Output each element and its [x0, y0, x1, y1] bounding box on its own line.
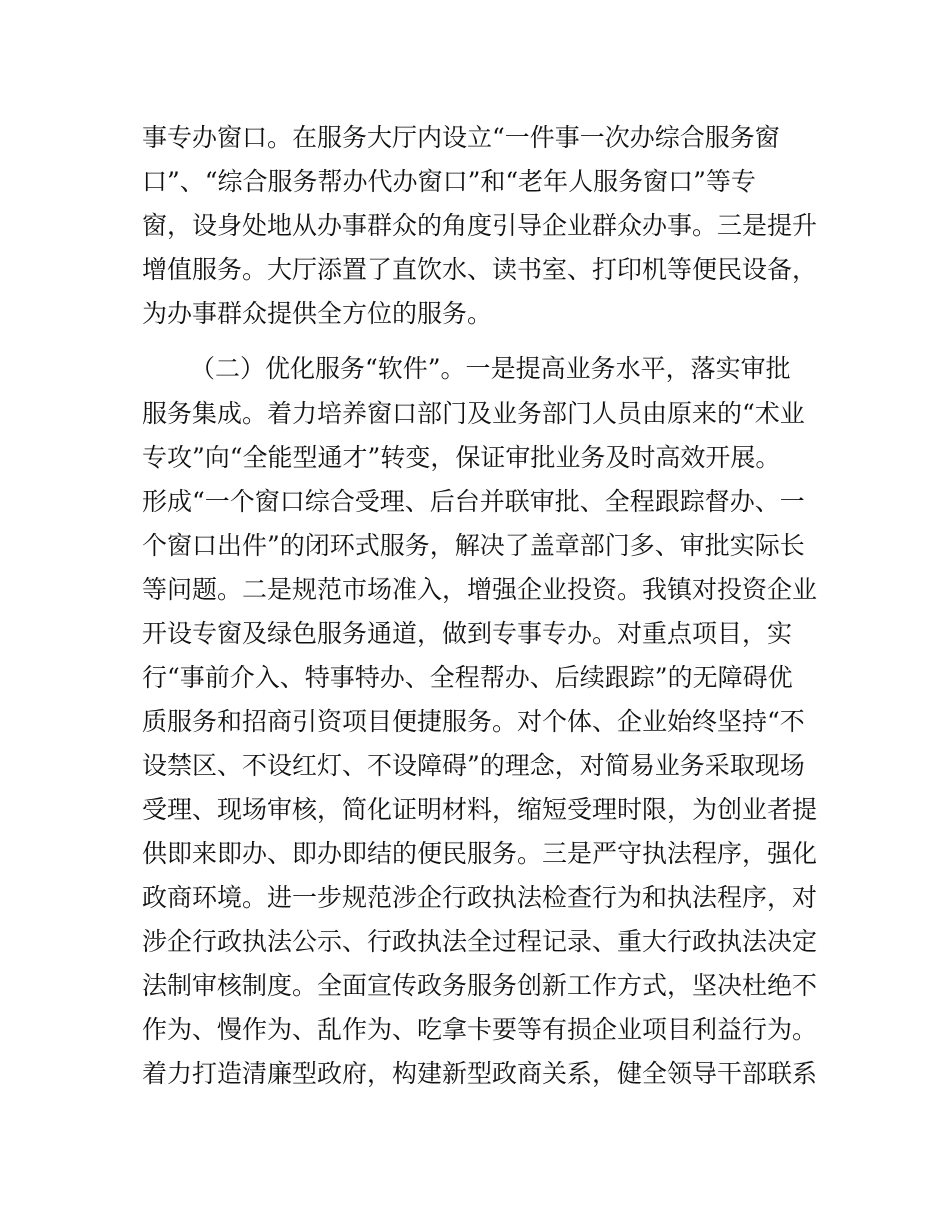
text-line: 供即来即办、即办即结的便民服务。三是严守执法程序，强化 [142, 839, 818, 868]
paragraph-heading-line: （二）优化服务“软件”。一是提高业务水平，落实审批 [190, 354, 791, 383]
text-line: 个窗口出件”的闭环式服务，解决了盖章部门多、审批实际长 [142, 531, 805, 560]
text-line: 口”、“综合服务帮办代办窗口”和“老年人服务窗口”等专 [142, 167, 756, 196]
text-line: 着力打造清廉型政府，构建新型政商关系，健全领导干部联系 [142, 1059, 818, 1088]
text-line: 等问题。二是规范市场准入，增强企业投资。我镇对投资企业 [142, 575, 818, 604]
text-line: 法制审核制度。全面宣传政务服务创新工作方式，坚决杜绝不 [142, 971, 818, 1000]
text-line: 涉企行政执法公示、行政执法全过程记录、重大行政执法决定 [142, 927, 818, 956]
text-line: 窗，设身处地从办事群众的角度引导企业群众办事。三是提升 [142, 211, 818, 240]
text-line: 为办事群众提供全方位的服务。 [142, 299, 493, 328]
text-line: 服务集成。着力培养窗口部门及业务部门人员由原来的“术业 [142, 399, 805, 428]
text-line: 专攻”向“全能型通才”转变，保证审批业务及时高效开展。 [142, 443, 781, 472]
text-line: 行“事前介入、特事特办、全程帮办、后续跟踪”的无障碍优 [142, 663, 793, 692]
text-line: 设禁区、不设红灯、不设障碍”的理念，对简易业务采取现场 [142, 751, 805, 780]
text-line: 开设专窗及绿色服务通道，做到专事专办。对重点项目，实 [142, 619, 793, 648]
text-line: 形成“一个窗口综合受理、后台并联审批、全程跟踪督办、一 [142, 487, 805, 516]
text-line: 作为、慢作为、乱作为、吃拿卡要等有损企业项目利益行为。 [142, 1015, 818, 1044]
text-line: 政商环境。进一步规范涉企行政执法检查行为和执法程序，对 [142, 883, 818, 912]
text-line: 增值服务。大厅添置了直饮水、读书室、打印机等便民设备， [142, 255, 818, 284]
text-line: 质服务和招商引资项目便捷服务。对个体、企业始终坚持“不 [142, 707, 805, 736]
text-line: 事专办窗口。在服务大厅内设立“一件事一次办综合服务窗 [142, 123, 780, 152]
text-line: 受理、现场审核，简化证明材料，缩短受理时限，为创业者提 [142, 795, 818, 824]
